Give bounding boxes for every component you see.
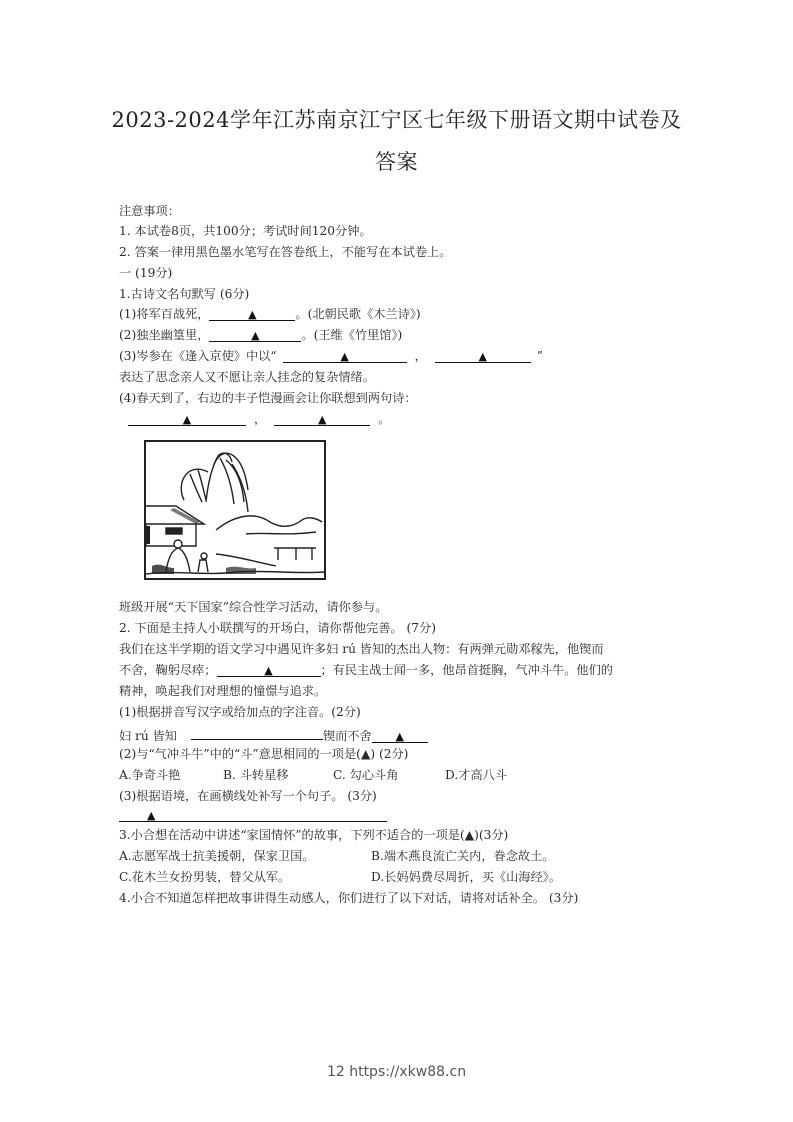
triangle-marker-icon: ▲ [478,350,487,363]
q2-paragraph-line2-start: 不舍，鞠躬尽瘁； [119,663,217,677]
q2-paragraph-line2-end: ；有民主战士闻一多，他昂首挺胸，气冲斗牛。他们的 [320,663,613,677]
option-d[interactable]: D.才高八斗 [445,768,507,782]
q3-option-c[interactable]: C.花木兰女扮男装，替父从军。 [119,870,291,884]
q1-part1-prompt: (1)将军百战死， [119,307,210,321]
triangle-marker-icon: ▲ [340,350,349,363]
q3-option-a[interactable]: A.志愿军战士抗美援朝，保家卫国。 [119,849,315,863]
q3-heading: 3.小合想在活动中讲述“家国情怀”的故事，下列不适合的一项是(▲)(3分) [119,828,509,842]
q4-heading: 4.小合不知道怎样把故事讲得生动感人，你们进行了以下对话，请将对话补全。 (3分) [119,891,579,905]
answer-blank[interactable] [209,306,295,321]
notice-item-2: 2. 答案一律用黑色墨水笔写在答卷纸上，不能写在本试卷上。 [119,245,452,259]
triangle-marker-icon: ▲ [251,329,260,342]
answer-blank[interactable] [191,725,323,740]
q1-part1-source: 。(北朝民歌《木兰诗》) [295,307,421,321]
q1-part4: (4)春天到了，右边的丰子恺漫画会让你联想到两句诗： [119,391,417,405]
q3-options-row2 [119,869,561,885]
answer-blank[interactable] [217,662,321,677]
comma: ， [414,349,427,363]
q1-part3-prompt: (3)岑参在《逢入京使》中以“ [119,349,277,363]
q1-part1 [119,306,421,322]
q2-sub1-answers [119,725,428,744]
notice-heading: 注意事项： [119,204,180,218]
section1-heading: 一 (19分) [119,266,173,280]
landscape-sketch-icon [146,442,324,578]
q2-sub2: (2)与“气冲斗牛”中的“斗”意思相同的一项是(▲) (2分) [119,747,409,761]
answer-blank[interactable] [435,348,531,363]
triangle-marker-icon: ▲ [264,664,273,677]
close-quote: ” [536,349,543,363]
q1-part2-source: 。(王维《竹里馆》) [301,328,403,342]
q1-part2-prompt: (2)独坐幽篁里， [119,328,210,342]
q2-paragraph-line1: 我们在这半学期的语文学习中遇见许多妇 rú 皆知的杰出人物：有两弹元勋邓稼先，他锲而 [119,642,604,656]
answer-blank[interactable] [274,411,370,426]
q2-sub3: (3)根据语境，在画横线处补写一个句子。 (3分) [119,789,377,803]
answer-blank[interactable] [128,411,246,426]
q1-part2 [119,327,402,343]
triangle-marker-icon: ▲ [248,308,257,321]
q1-part4-blanks [128,411,390,427]
annotate-word-label: 锲而不舍 [323,729,372,743]
triangle-marker-icon: ▲ [182,413,192,426]
q1-part3 [119,348,543,364]
option-a[interactable]: A.争奇斗艳 [119,768,181,782]
q2-heading: 2. 下面是主持人小联撰写的开场白，请你帮他完善。 (7分) [119,621,436,635]
period: 。 [378,412,391,426]
q1-part3-continued: 表达了思念亲人又不愿让亲人挂念的复杂情绪。 [119,370,375,384]
q2-sub3-answer [119,807,387,823]
answer-blank[interactable] [119,807,387,822]
option-b[interactable]: B. 斗转星移 [223,768,289,782]
comma: ， [254,412,267,426]
triangle-marker-icon: ▲ [395,730,404,743]
document-title-line1: 2023-2024学年江苏南京江宁区七年级下册语文期中试卷及 [111,108,682,132]
q2-sub2-options [119,767,507,783]
answer-blank[interactable] [283,348,407,363]
q3-option-d[interactable]: D.长妈妈费尽周折，买《山海经》。 [371,870,561,884]
pinyin-word-label: 妇 rú 皆知 [119,729,177,743]
q3-option-b[interactable]: B.端木燕良流亡关内，眷念故土。 [371,849,555,863]
triangle-marker-icon: ▲ [147,809,156,822]
q3-options-row1 [119,848,554,864]
q2-paragraph-line2 [119,662,613,678]
document-title-line2: 答案 [375,150,418,174]
page-footer: 12 https://xkw88.cn [326,1064,467,1080]
q2-sub1: (1)根据拼音写汉字或给加点的字注音。(2分) [119,705,361,719]
q1-heading: 1.古诗文名句默写 (6分) [119,287,250,301]
answer-blank[interactable] [209,327,301,342]
feng-zikai-illustration [144,440,326,580]
q2-paragraph-line3: 精神，唤起我们对理想的憧憬与追求。 [119,684,327,698]
activity-intro: 班级开展“天下国家”综合性学习活动，请你参与。 [119,600,388,614]
triangle-marker-icon: ▲ [317,413,327,426]
notice-item-1: 1. 本试卷8页，共100分；考试时间120分钟。 [119,224,372,238]
option-c[interactable]: C. 勾心斗角 [333,768,399,782]
answer-blank[interactable] [372,728,428,743]
